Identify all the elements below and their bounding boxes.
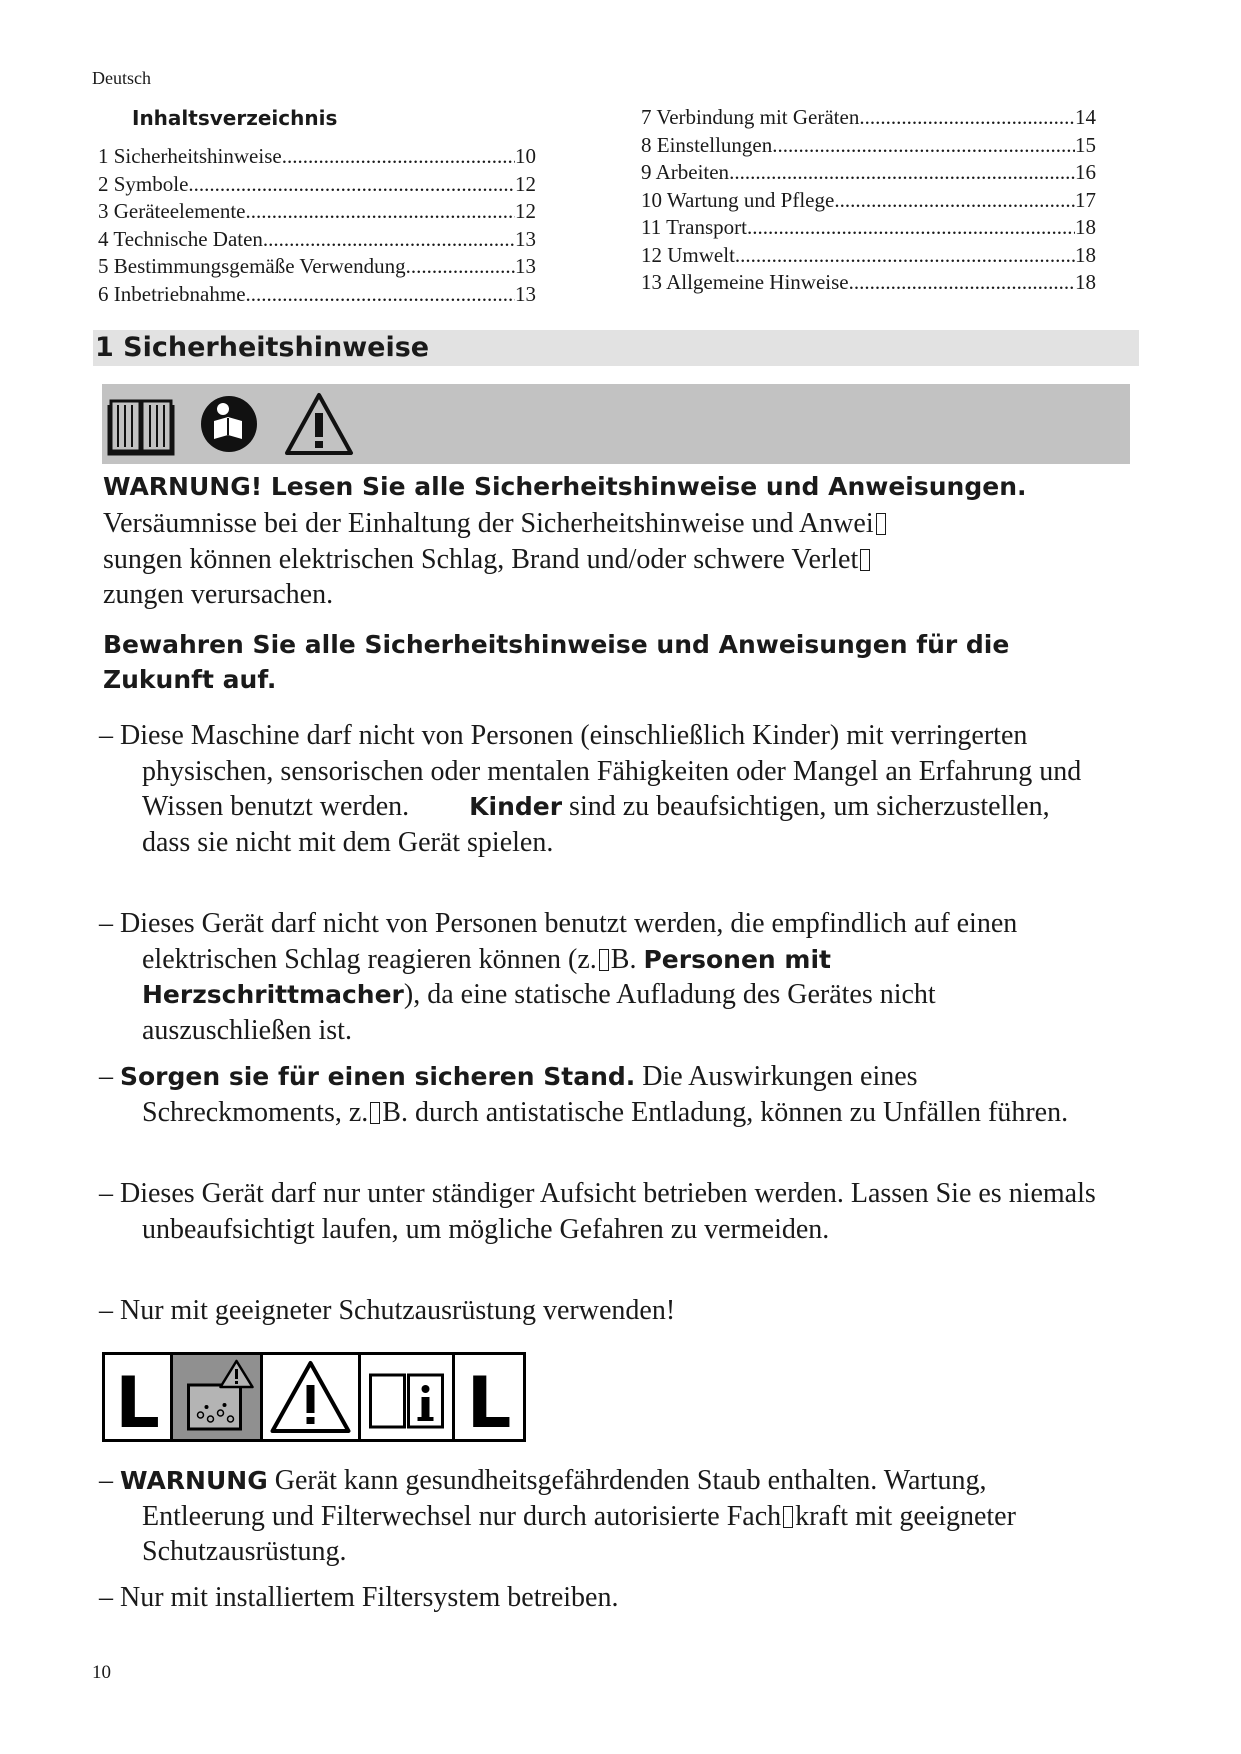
warning-triangle-icon [284, 391, 354, 457]
toc-entry-page: 12 [515, 199, 536, 223]
toc-entry-title: 3 Geräteelemente [98, 199, 246, 223]
toc-leader [246, 281, 515, 309]
section-heading: 1 Sicherheitshinweise [95, 332, 430, 363]
toc-entry-page: 18 [1075, 242, 1096, 267]
toc-entry-title: 9 Arbeiten [641, 160, 730, 184]
toc-entry-page: 10 [515, 144, 536, 168]
safety-item-dust-warning: – WARNUNG Gerät kann gesundheitsgefährdenden Staub enthalten. Wartung, Entleerung und Filterwechsel nur durch autorisierte Fach kraft mit geeigneter Schutzausrüstung. [99, 1465, 1016, 1567]
safety-item-filter-system: – Nur mit installiertem Filtersystem betreiben. [99, 1582, 619, 1613]
toc-left-column [98, 143, 536, 308]
toc-entry-page: 15 [1075, 132, 1096, 157]
toc-entry[interactable] [98, 253, 536, 281]
dust-hazard-icon [173, 1355, 263, 1439]
toc-entry-page: 18 [1075, 270, 1096, 294]
toc-entry-page: 12 [515, 171, 536, 196]
safety-item-supervision: – Dieses Gerät darf nur unter ständiger Aufsicht betrieben werden. Lassen Sie es niemals unbeaufsichtigt laufen, um mögliche Gefahren zu vermeiden. [99, 1178, 1096, 1245]
toc-entry-title: 2 Symbole [98, 171, 189, 196]
toc-entry[interactable] [641, 214, 1096, 242]
toc-leader [849, 269, 1075, 297]
toc-entry[interactable] [98, 171, 536, 199]
section-heading-bar [93, 330, 1139, 366]
toc-leader [263, 226, 515, 254]
warning-title: WARNUNG! Lesen Sie alle Sicherheitshinweise und Anweisungen. [103, 472, 1027, 501]
toc-entry-title: 6 Inbetriebnahme [98, 281, 246, 306]
toc-entry-title: 8 Einstellungen [641, 132, 773, 157]
toc-entry[interactable] [641, 132, 1096, 160]
dust-class-l-icon [455, 1355, 523, 1439]
toc-leader [188, 171, 515, 199]
warning-triangle-icon [263, 1355, 361, 1439]
toc-right-column [641, 104, 1096, 297]
page-number: 10 [92, 1662, 111, 1683]
toc-leader [834, 187, 1075, 215]
dust-class-l-icon [105, 1355, 173, 1439]
svg-text:L: L [466, 1362, 512, 1439]
toc-leader [859, 104, 1075, 132]
toc-entry[interactable] [641, 159, 1096, 187]
toc-entry-page: 18 [1075, 215, 1096, 239]
toc-entry[interactable] [98, 281, 536, 309]
toc-entry-page: 14 [1075, 105, 1096, 129]
toc-entry-title: 12 Umwelt [641, 242, 735, 267]
toc-leader [735, 242, 1075, 270]
toc-entry-title: 7 Verbindung mit Geräten [641, 105, 860, 129]
toc-entry[interactable] [641, 187, 1096, 215]
safety-item-pacemaker: – Dieses Gerät darf nicht von Personen benutzt werden, die empfindlich auf einen elektrischen Schlag reagieren können (z. B. Personen mit Herzschrittmacher), da eine statische Aufladung des Gerätes nicht auszuschließen ist. [99, 908, 1018, 1046]
read-manual-icon [198, 391, 260, 457]
toc-entry[interactable] [641, 104, 1096, 132]
svg-text:L: L [115, 1362, 160, 1439]
toc-leader [406, 253, 515, 281]
toc-leader [729, 159, 1075, 187]
toc-entry-page: 13 [515, 281, 536, 306]
toc-entry-title: 13 Allgemeine Hinweise [641, 270, 849, 294]
toc-entry[interactable] [98, 226, 536, 254]
toc-entry-page: 13 [515, 226, 536, 251]
toc-entry-page: 13 [515, 254, 536, 278]
keep-instructions-note: Bewahren Sie alle Sicherheitshinweise und Anweisungen für die Zukunft auf. [103, 630, 1010, 694]
toc-leader [772, 132, 1075, 160]
book-icon [106, 391, 176, 457]
toc-entry-page: 17 [1075, 187, 1096, 212]
dust-class-symbol-strip [102, 1352, 526, 1442]
toc-leader [282, 143, 515, 171]
toc-leader [246, 198, 516, 226]
safety-item-protective-gear: – Nur mit geeigneter Schutzausrüstung verwenden! [99, 1295, 676, 1326]
toc-entry-page: 16 [1075, 160, 1096, 184]
safety-item-stance: – Sorgen sie für einen sicheren Stand. Die Auswirkungen eines Schreckmoments, z. B. durch antistatische Entladung, können zu Unfällen führen. [99, 1061, 1069, 1128]
toc-entry-title: 4 Technische Daten [98, 226, 263, 251]
toc-entry-title: 5 Bestimmungsgemäße Verwendung [98, 254, 406, 278]
toc-entry[interactable] [98, 143, 536, 171]
toc-entry[interactable] [98, 198, 536, 226]
language-label: Deutsch [92, 68, 151, 88]
toc-entry[interactable] [641, 242, 1096, 270]
toc-entry-title: 10 Wartung und Pflege [641, 187, 835, 212]
read-manual-icon [361, 1355, 455, 1439]
warning-text: Versäumnisse bei der Einhaltung der Sicherheitshinweise und Anwei sungen können elektrischen Schlag, Brand und/oder schwere Verlet zungen verursachen. [103, 506, 1103, 613]
toc-entry[interactable] [641, 269, 1096, 297]
toc-entry-title: 11 Transport [641, 215, 747, 239]
safety-item-children: – Diese Maschine darf nicht von Personen (einschließlich Kinder) mit verringerten physischen, sensorischen oder mentalen Fähigkeiten oder Mangel an Erfahrung und Wissen benutzt werden. Kinder sind zu beaufsichtigen, um sicherzustellen, dass sie nicht mit dem Gerät spielen. [99, 720, 1082, 858]
toc-entry-title: 1 Sicherheitshinweise [98, 144, 282, 168]
toc-leader [747, 214, 1075, 242]
safety-icon-band [102, 384, 1130, 464]
toc-title: Inhaltsverzeichnis [132, 106, 338, 130]
